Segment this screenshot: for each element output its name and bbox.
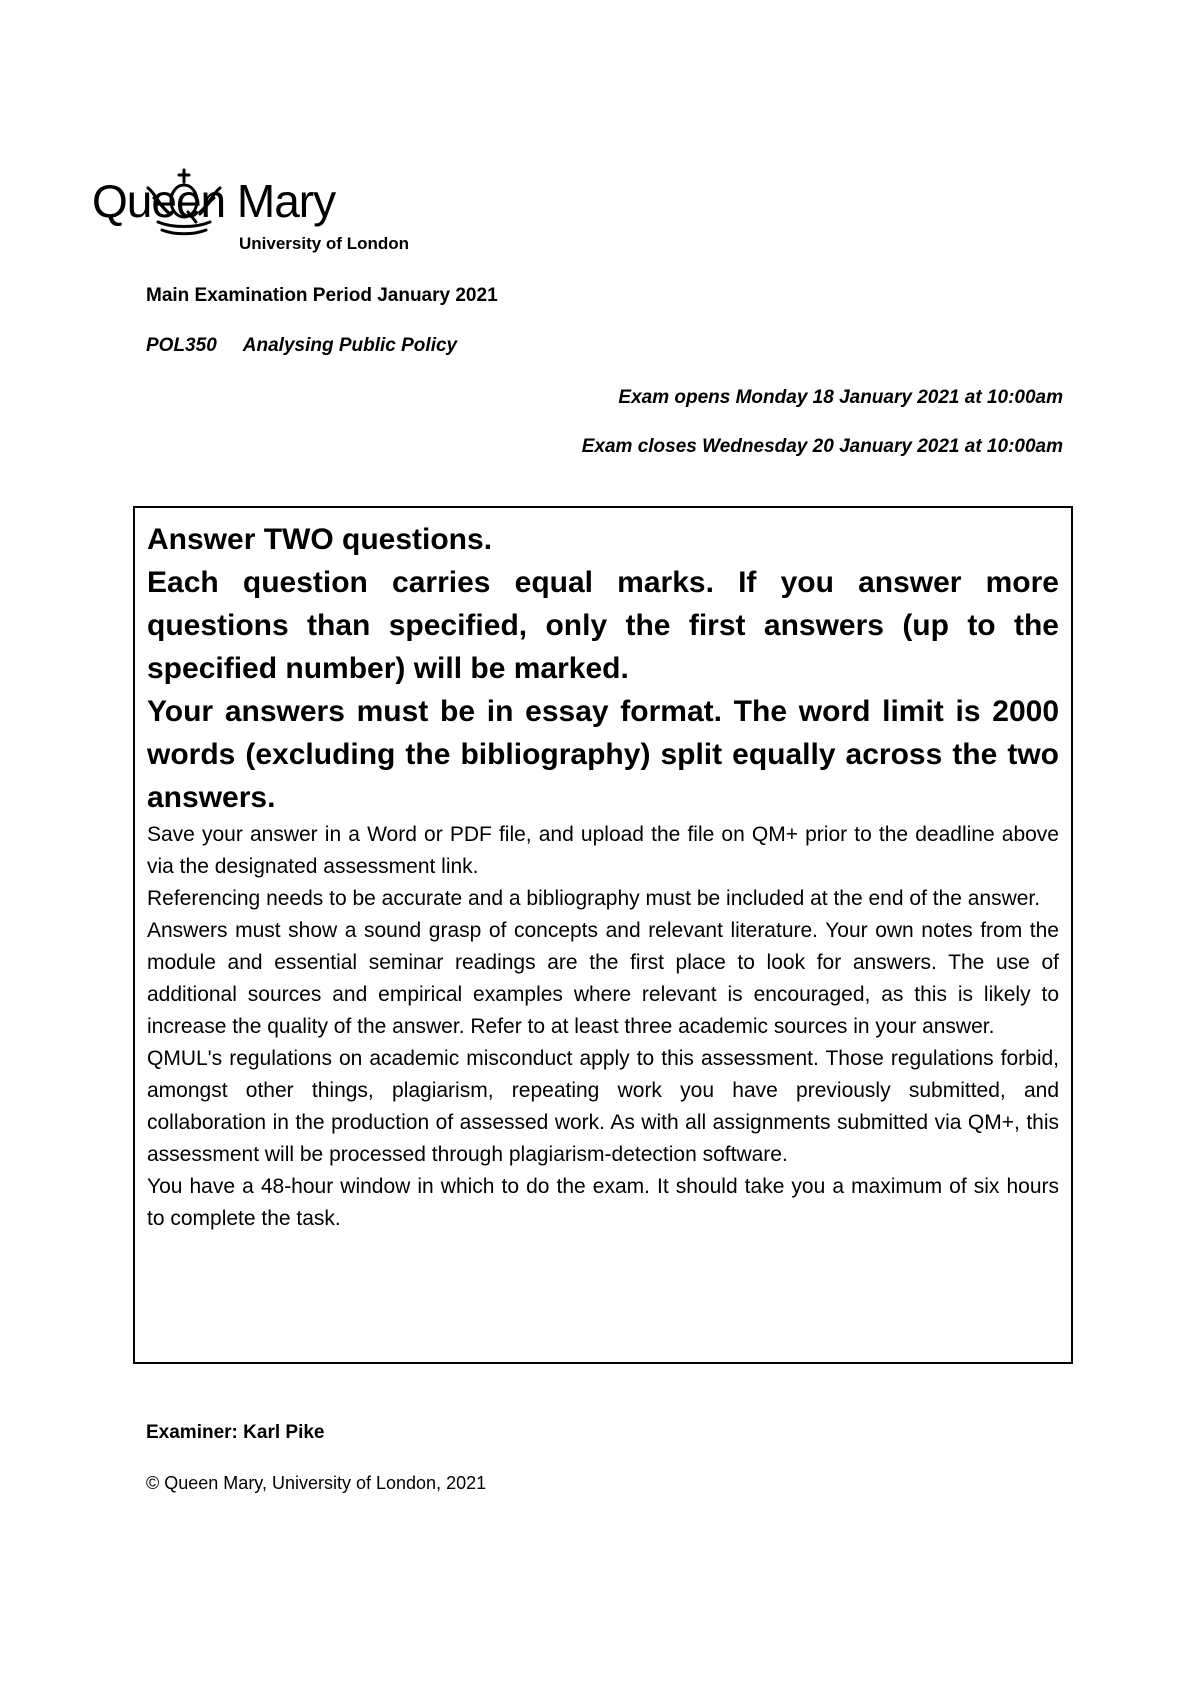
instruction-text: Referencing needs to be accurate and a bibliography must be included at the end of the answer. — [147, 887, 1041, 910]
instruction-text: Save your answer in a Word or PDF file, and upload the file on QM+ prior to the deadline above via the designated assessment link. — [147, 823, 1059, 878]
logo-subtitle: University of London — [239, 234, 409, 253]
module-code: POL350 — [146, 335, 217, 356]
exam-closes: Exam closes Wednesday 20 January 2021 at 10:00am — [581, 436, 1063, 457]
instruction-bold: Answer TWO questions. — [147, 523, 493, 556]
instruction-text: You have a 48-hour window in which to do the exam. It should take you a maximum of six hours to complete the task. — [147, 1175, 1059, 1230]
instruction-text: Answers must show a sound grasp of concepts and relevant literature. Your own notes from the module and essential seminar readings are the first place to look for answers. The use of additional sources and empirical examples where relevant is encouraged, as this is likely to increase the quality of the answer. Refer to at least three academic sources in your answer. — [147, 919, 1059, 1038]
instruction-text: QMUL's regulations on academic misconduct apply to this assessment. Those regulations forbid, amongst other things, plagiarism, repeating work you have previously submitted, and collaboration in the production of assessed work. As with all assignments submitted via QM+, this assessment will be processed through plagiarism-detection software. — [147, 1047, 1059, 1166]
exam-opens: Exam opens Monday 18 January 2021 at 10:00am — [618, 387, 1063, 408]
logo-name: Queen Mary — [92, 175, 336, 227]
exam-period: Main Examination Period January 2021 — [146, 285, 498, 306]
module-title: Analysing Public Policy — [242, 335, 458, 356]
examiner: Examiner: Karl Pike — [146, 1422, 325, 1443]
copyright: © Queen Mary, University of London, 2021 — [146, 1473, 487, 1493]
module-line — [146, 335, 457, 357]
instruction-bold: Your answers must be in essay format. The word limit is 2000 words (excluding the bibliography) split equally across the two answers. — [147, 695, 1059, 814]
instruction-bold: Each question carries equal marks. If you answer more questions than specified, only the first answers (up to the specified number) will be marked. — [147, 566, 1059, 685]
instructions-box — [133, 506, 1073, 1364]
